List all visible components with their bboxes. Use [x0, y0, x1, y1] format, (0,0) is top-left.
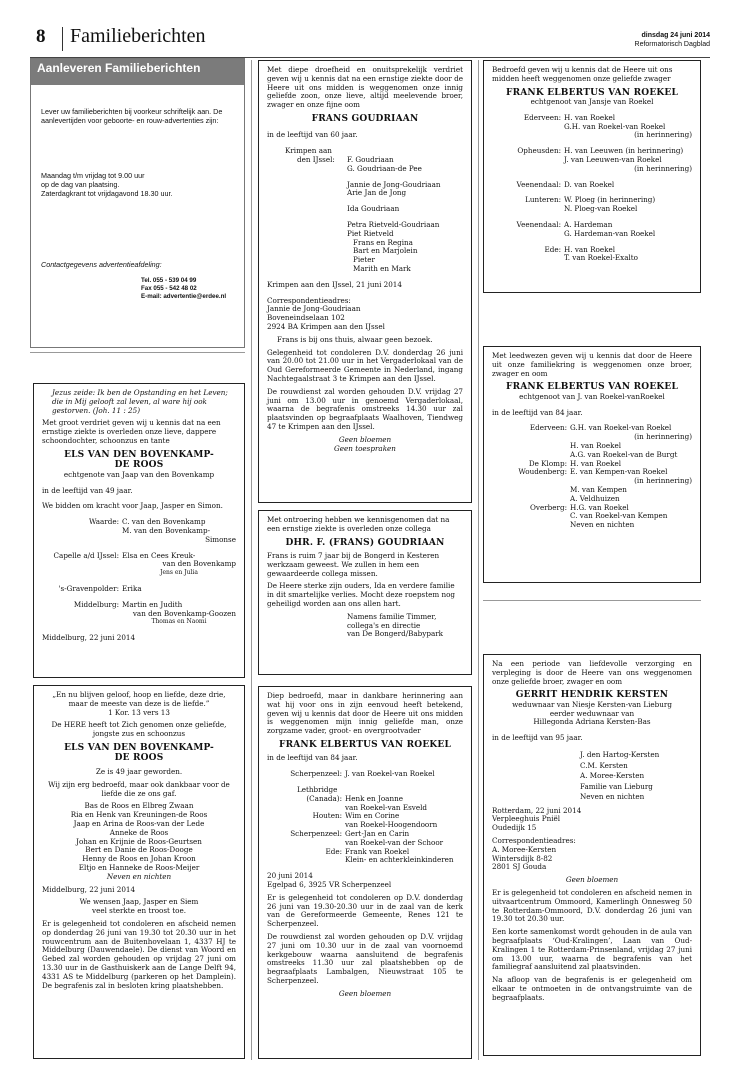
place: Veenendaal:: [516, 179, 561, 189]
relative: M. van den Bovenkamp-: [122, 525, 210, 535]
address: Egelpad 6, 3925 VR Scherpenzeel: [267, 880, 392, 890]
strength: We bidden om kracht voor Jaap, Jasper en Simon.: [42, 501, 223, 511]
intro: Diep bedroefd, maar in dankbare herinnering aan wat hij voor ons in zijn eenvoud heeft betekend, geven wij u kennis dat door de Heere uit ons midden is weggenomen mijn innig geliefde man, onze zorgzame vader, groot- en overgrootvader: [267, 691, 463, 736]
submission-time-2: op de dag van plaatsing.: [41, 180, 120, 189]
family-member: J. den Hartog-Kersten: [580, 750, 660, 760]
deceased-name: FRANK ELBERTUS VAN ROEKEL: [505, 382, 678, 393]
relative: G.H. van Roekel-van Roekel: [570, 423, 672, 433]
service: Een korte samenkomst wordt gehouden in de aula van begraafplaats ‘Oud-Kralingen’, Laan van Oud-Kralingen 1 te Rotterdam-Prinsenland, vrijdag 27 juni om 13.00 uur, waarna de begrafenis van het familiegraf aansluitend zal plaatsvinden.: [492, 927, 692, 972]
contact-tel: Tel. 055 - 539 04 99: [141, 277, 197, 284]
relative: Gert-Jan en Carin: [345, 829, 410, 839]
date: 20 juni 2014: [267, 871, 313, 881]
place: Overberg:: [530, 502, 567, 512]
relative: D. van Roekel: [564, 179, 615, 189]
page-title: Familieberichten: [70, 25, 206, 47]
family-member: Jannie de Jong-Goudriaan: [347, 179, 441, 189]
relative: Wim en Corine: [345, 811, 400, 821]
deceased-name-2: DE ROOS: [114, 753, 164, 764]
relative: W. Ploeg (in herinnering): [564, 195, 656, 205]
family-member: Petra Rietveld-Goudriaan: [347, 220, 440, 230]
page-header: [30, 24, 710, 58]
column-divider: [478, 60, 479, 1060]
note: (in herinnering): [634, 163, 692, 173]
family-member: Ida Goudriaan: [347, 204, 400, 214]
corr: Boveneindselaan 102: [267, 313, 345, 323]
paper-name: Reformatorisch Dagblad: [634, 41, 710, 48]
family-member: Bert en Danie de Roos-Dooge: [85, 845, 193, 855]
service: De rouwdienst zal worden gehouden D.V. vrijdag 27 juni om 13.00 uur in genoemd Vergaderlokaal, waarna de begrafenis omstreeks 14.30 uur zal plaatsvinden op begraafplaats Waalhoven, Tiendweg 47 te Krimpen aan den IJssel.: [267, 386, 463, 431]
family-member: Piet Rietveld: [347, 228, 394, 238]
child: Pieter: [353, 255, 375, 265]
obituary-els-2: [33, 685, 245, 1059]
intro: Met leedwezen geven wij u kennis dat door de Heere uit onze familiekring is weggenomen onze broer, zwager en oom: [492, 351, 692, 378]
relative: J. van Roekel-van Roekel: [345, 769, 435, 779]
age: in de leeftijd van 84 jaar.: [492, 407, 583, 417]
family-member: Jaap en Arina de Roos-van der Lede: [73, 818, 205, 828]
intro: Bedroefd geven wij u kennis dat de Heere uit ons midden heeft weggenomen onze geliefde zwager: [492, 65, 673, 83]
submission-info-box: [30, 58, 245, 348]
corr: Correspondentieadres:: [267, 295, 351, 305]
relative: E. van Kempen-van Roekel: [570, 467, 668, 477]
contact-fax: Fax 055 - 542 48 02: [141, 285, 197, 292]
signature: van De Bongerd/Babypark: [347, 629, 444, 639]
place: Scherpenzeel:: [290, 829, 342, 839]
intro: Met groot verdriet geven wij u kennis dat na een ernstige ziekte is overleden onze lieve, dappere schoondochter, schoonzus en tante: [42, 418, 221, 445]
intro: De HERE heeft tot Zich genomen onze geliefde, jongste zus en schoonzus: [51, 720, 227, 739]
obituary-frank-2: [483, 346, 701, 583]
note: (in herinnering): [634, 130, 692, 140]
relative: H. van Roekel: [570, 458, 621, 468]
family-member: Eltjo en Hanneke de Roos-Meijer: [78, 862, 200, 872]
family-member: Anneke de Roos: [109, 827, 169, 837]
header-divider: [62, 27, 63, 51]
child: Marith en Mark: [353, 264, 411, 274]
widower: eerder weduwnaar van: [549, 708, 635, 718]
place: 's-Gravenpolder:: [58, 583, 119, 593]
relative: H. van Roekel: [564, 244, 615, 254]
relative: C. van den Bovenkamp: [122, 517, 206, 527]
relative: G. Hardeman-van Roekel: [564, 228, 656, 238]
place: den IJssel:: [297, 155, 335, 165]
deceased-name: FRANK ELBERTUS VAN ROEKEL: [505, 87, 678, 98]
deceased-name-1: ELS VAN DEN BOVENKAMP-: [64, 742, 214, 753]
quote-ref: 1 Kor. 13 vers 13: [108, 707, 170, 717]
deceased-name-2: DE ROOS: [114, 460, 164, 471]
details: Er is gelegenheid tot condoleren en afscheid nemen op donderdag 26 juni van 19.30 tot 20.30 uur in het rouwcentrum aan de Buitenhovelaan 1, 4337 HJ te Middelburg (Dauwendaele). De dienst van Woord en Gebed zal worden gehouden op vrijdag 27 juni om 13.30 uur in de Gasthuiskerk aan de Lange Delft 94, 4331 AS te Middelburg (parkeren op het Damplein). De begrafenis zal in besloten kring plaatshebben.: [42, 918, 236, 990]
relative: Erika: [122, 583, 142, 593]
place: Houten:: [312, 811, 342, 821]
corr: Correspondentieadres:: [492, 835, 576, 845]
family-member: A. Moree-Kersten: [580, 771, 645, 781]
relative: C. van Roekel-van Kempen: [570, 511, 668, 521]
place: Lunteren:: [525, 195, 561, 205]
place: Ede:: [325, 846, 342, 856]
thanks: Wij zijn erg bedroefd, maar ook dankbaar voor de liefde die ze ons gaf.: [48, 779, 230, 798]
intro: Na een periode van liefdevolle verzorging en verpleging is door de Heere van ons weggenomen onze geliefde broer, zwager en oom: [492, 659, 692, 686]
intro: Met diepe droefheid en onuitsprekelijk verdriet geven wij u kennis dat na een ernstige ziekte door de Heere uit ons midden is weggenomen onze innig geliefde zoon, onze lieve, altijd meelevende broer, zwager en onze fijne oom: [267, 65, 463, 110]
spouse: echtgenoot van J. van Roekel-vanRoekel: [519, 391, 665, 401]
widower: weduwnaar van Niesje Kersten-van Lieburg: [512, 699, 672, 709]
age: in de leeftijd van 84 jaar.: [267, 753, 358, 763]
relative: van den Bovenkamp: [162, 559, 236, 569]
condolence: Er is gelegenheid tot condoleren en afscheid nemen in uitvaartcentrum Ommoord, Kamerlingh Onneswe​g 50 te Rotterdam-Ommoord, D.V. donderdag 26 juni van 19.30 tot 20.30 uur.: [492, 887, 692, 924]
corr: Jannie de Jong-Goudriaan: [267, 304, 361, 314]
signature: Namens familie Timmer,: [347, 611, 437, 621]
family-member: Arie Jan de Jong: [347, 188, 407, 198]
paragraph: Frans is ruim 7 jaar bij de Bongerd in Kesteren werkzaam geweest. We zullen in hem een gewaardeerde collega missen.: [267, 551, 440, 578]
relative: M. van Kempen: [570, 485, 627, 495]
relative: A. Hardeman: [564, 220, 613, 230]
relative: H. van Roekel: [570, 441, 621, 451]
place: Veenendaal:: [516, 220, 561, 230]
no-flowers: Geen bloemen: [338, 434, 392, 444]
relative: H.G. van Roekel: [570, 502, 629, 512]
wish: veel sterkte en troost toe.: [92, 906, 186, 916]
wish: We wensen Jaap, Jasper en Siem: [79, 897, 199, 907]
relative: van Roekel-van der Schoor: [345, 837, 444, 847]
relative: van den Bovenkamp-Goozen: [132, 608, 236, 618]
place: Capelle a/d IJssel:: [53, 550, 119, 560]
obituary-frans-2: [258, 510, 472, 675]
relative: Martin en Judith: [122, 599, 183, 609]
relative: G.H. van Roekel-van Roekel: [564, 121, 666, 131]
page-number: 8: [36, 26, 46, 47]
obituary-els-1: [33, 383, 245, 678]
obituary-frank-3: [258, 686, 472, 1059]
date: Rotterdam, 22 juni 2014: [492, 805, 582, 815]
note: (in herinnering): [634, 432, 692, 442]
child: Frans en Regina: [353, 237, 413, 247]
deceased-name: DHR. F. (FRANS) GOUDRIAAN: [285, 537, 445, 548]
relative: Simonse: [205, 534, 236, 544]
spouse: echtgenote van Jaap van den Bovenkamp: [63, 469, 215, 479]
footer-date: Middelburg, 22 juni 2014: [42, 633, 136, 643]
place: Opheusden:: [517, 146, 561, 156]
quote: „En nu blijven geloof, hoop en liefde, deze drie, maar de meeste van deze is de liefde.”: [52, 690, 226, 708]
quote: Jezus zeide: Ik ben de Opstanding en het Leven; die in Mij gelooft zal leven, al ware hij ook gestorven. (Joh. 11 : 25): [52, 388, 228, 415]
submission-time-3: Zaterdagkrant tot vrijdagavond 18.30 uur.: [41, 189, 173, 198]
contact-label: Contactgegevens advertentieafdeling:: [41, 260, 162, 269]
family-member: Ria en Henk van Kreuningen-de Roos: [70, 810, 208, 820]
service: De rouwdienst zal worden gehouden op D.V. vrijdag 27 juni om 10.30 uur in de zaal van voornoemd kerkgebouw waarna aansluitend de begrafenis omstreeks 11.30 uur zal plaatshebben op de begraafplaats Lambalgen, Nieuwstraat 105 te Scherpenzeel.: [267, 932, 463, 986]
relative: A. Veldhuizen: [570, 493, 620, 503]
after-burial: Na afloop van de begrafenis is er gelegenheid om elkaar te ontmoeten in de ontvangstruimte van de begraafplaats.: [492, 975, 692, 1002]
issue-date: dinsdag 24 juni 2014: [641, 32, 710, 39]
corr: Wintersdijk 8-82: [492, 853, 553, 863]
date: Krimpen aan den IJssel, 21 juni 2014: [267, 279, 402, 289]
relative: Jens en Julia: [160, 569, 198, 577]
relative: Henk en Joanne: [345, 793, 403, 803]
relative: van Roekel-van Esveld: [345, 802, 427, 812]
place: Ederveen:: [523, 112, 561, 122]
obituary-gerrit: [483, 654, 701, 1056]
relative: Thomas en Naomi: [151, 618, 207, 626]
place: Waarde:: [88, 517, 119, 527]
age: Ze is 49 jaar geworden.: [95, 766, 183, 776]
deceased-name-1: ELS VAN DEN BOVENKAMP-: [64, 449, 214, 460]
family-member: Familie van Lieburg: [580, 781, 653, 791]
obituary-frans-1: [258, 60, 472, 503]
family-member: Bas de Roos en Elbreg Zwaan: [84, 801, 194, 811]
column-divider: [251, 60, 252, 1060]
place: Ederveen:: [529, 423, 567, 433]
relative: Frank van Roekel: [345, 846, 410, 856]
submission-time-1: Maandag t/m vrijdag tot 9.00 uur: [41, 171, 145, 180]
note: (in herinnering): [634, 476, 692, 486]
place: Middelburg:: [73, 599, 119, 609]
no-speeches: Geen toespraken: [334, 443, 396, 453]
age: in de leeftijd van 60 jaar.: [267, 130, 358, 140]
widower: Hillegonda Adriana Kersten-Bas: [533, 717, 651, 727]
deceased-name: FRANS GOUDRIAAN: [311, 113, 419, 124]
condolence: Gelegenheid tot condoleren D.V. donderdag 26 juni van 20.00 tot 21.00 uur in het Vergaderlokaal van de Oud Gereformeerde Gemeente in Nederland, ingang Nachtegaalstraat 3 te Krimpen aan den IJssel.: [267, 347, 463, 384]
place: Krimpen aan: [285, 146, 332, 156]
corr: A. Moree-Kersten: [492, 844, 557, 854]
no-flowers: Geen bloemen: [338, 988, 392, 998]
place: Ede:: [544, 244, 561, 254]
age: in de leeftijd van 49 jaar.: [42, 485, 133, 495]
family-member: Henny de Roos en Johan Kroon: [82, 854, 196, 864]
paragraph: De Heere sterke zijn ouders, Ida en verdere familie in dit smartelijke verlies. Mocht deze roepstem nog geheiligd worden aan ons allen hart.: [267, 581, 456, 609]
column-divider-h: [483, 600, 701, 601]
condolence: Er is gelegenheid tot condoleren op D.V. donderdag 26 juni van 19.30-20.30 uur in de zaal van de kerk van de Gereformeerde Gemeente, Renes 121 te Scherpenzeel.: [267, 892, 463, 929]
submission-intro: Lever uw familieberichten bij voorkeur schriftelijk aan. De aanlevertijden voor geboorte- en rouw-advertenties zijn:: [41, 107, 223, 125]
relative: N. Ploeg-van Roekel: [564, 204, 638, 214]
signature: collega's en directie: [347, 620, 421, 630]
relative: A.G. van Roekel-van de Burgt: [570, 449, 678, 459]
child: Bart en Marjolein: [353, 246, 418, 256]
place: Woudenberg:: [518, 467, 567, 477]
family-member: G. Goudriaan-de Pee: [347, 163, 422, 173]
family-member: F. Goudriaan: [347, 155, 394, 165]
relative: T. van Roekel-Exalto: [564, 253, 638, 263]
obituary-frank-1: [483, 60, 701, 293]
submission-title: Aanleveren Familieberichten: [31, 59, 244, 85]
contact-email[interactable]: E-mail: advertentie@erdee.nl: [141, 293, 227, 300]
nephews: Neven en nichten: [106, 871, 172, 881]
location: Oudedijk 15: [492, 823, 537, 833]
corr: 2801 SJ Gouda: [492, 862, 547, 872]
home-note: Frans is bij ons thuis, alwaar geen bezoek.: [277, 334, 433, 344]
place: (Canada):: [306, 793, 342, 803]
place: Scherpenzeel:: [290, 769, 342, 779]
place: Lethbridge: [297, 785, 338, 795]
relative: van Roekel-Hoogendoorn: [345, 820, 438, 830]
relative: H. van Roekel: [564, 112, 615, 122]
intro: Met ontroering hebben we kennisgenomen dat na een ernstige ziekte is overleden onze collega: [267, 515, 450, 533]
relative: Elsa en Cees Kreuk-: [122, 550, 196, 560]
no-flowers: Geen bloemen: [565, 875, 619, 885]
relative: Klein- en achterkleinkinderen: [345, 855, 454, 865]
relative: H. van Leeuwen (in herinnering): [564, 146, 684, 156]
relative: J. van Leeuwen-van Roekel: [564, 155, 662, 165]
age: in de leeftijd van 95 jaar.: [492, 733, 583, 743]
place: De Klomp:: [528, 458, 567, 468]
family-member: C.M. Kersten: [580, 760, 628, 770]
location: Verpleeghuis Pniël: [492, 814, 561, 824]
header-date: [635, 31, 710, 49]
deceased-name: FRANK ELBERTUS VAN ROEKEL: [278, 739, 451, 750]
corr: 2924 BA Krimpen aan den IJssel: [267, 322, 385, 332]
date: Middelburg, 22 juni 2014: [42, 884, 136, 894]
deceased-name: GERRIT HENDRIK KERSTEN: [515, 690, 669, 701]
relative: Neven en nichten: [570, 520, 635, 530]
family-member: Johan en Krijnie de Roos-Geurtsen: [76, 836, 202, 846]
family-member: Neven en nichten: [580, 792, 645, 802]
column-divider-h: [30, 352, 245, 353]
spouse: echtgenoot van Jansje van Roekel: [530, 97, 654, 107]
